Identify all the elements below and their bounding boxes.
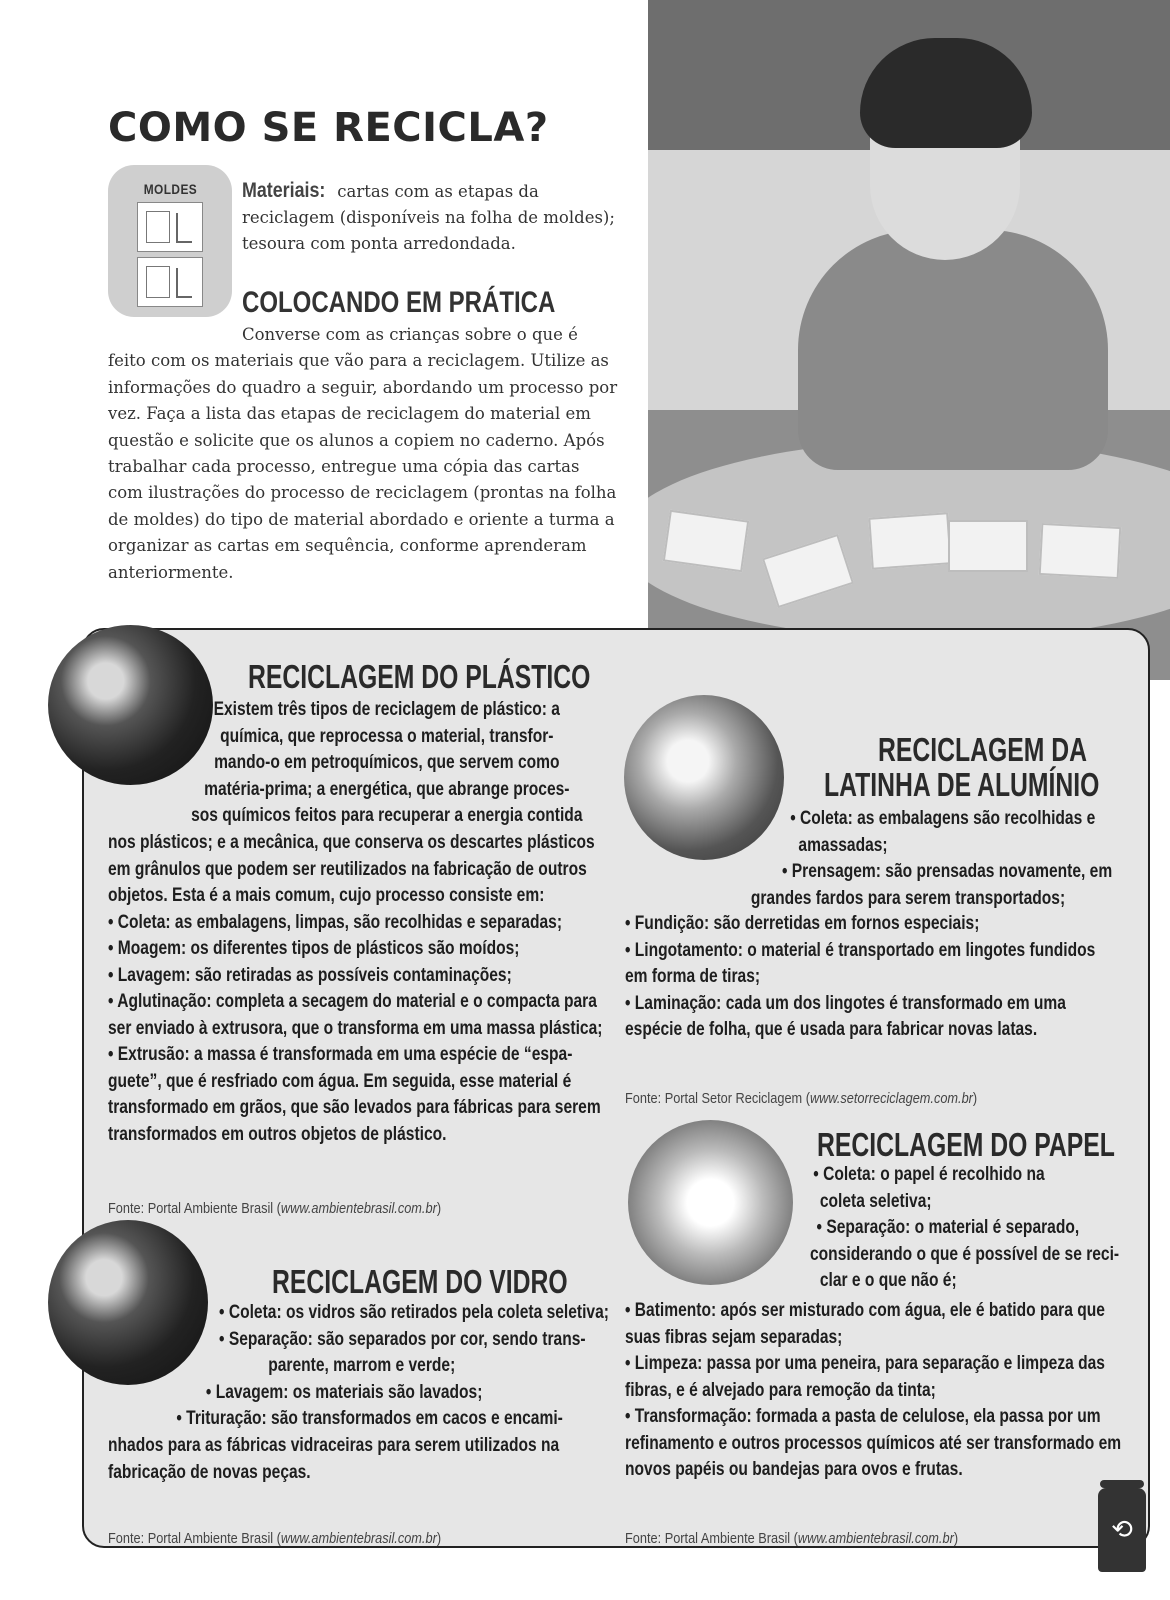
plastic-source: Fonte: Portal Ambiente Brasil (www.ambientebrasil.com.br) <box>108 1200 442 1217</box>
practice-heading: COLOCANDO EM PRÁTICA <box>242 286 556 319</box>
materials-label: Materiais: <box>242 179 326 202</box>
page-title: COMO SE RECICLA? <box>108 105 549 151</box>
child-photo <box>648 0 1170 680</box>
plastic-title: RECICLAGEM DO PLÁSTICO <box>248 658 591 695</box>
moldes-label: MOLDES <box>143 181 197 197</box>
paper-steps-top: • Coleta: o papel é recolhido na coleta seletiva; • Separação: o material é separado, considerando o que é possível de se reci- clar e o que não é; <box>810 1164 1120 1291</box>
moldes-card-illustration <box>137 202 203 252</box>
paper-steps: • Batimento: após ser misturado com água, ele é batido para que suas fibras sejam separadas; • Limpeza: passa por uma peneira, para separação e limpeza das fibras, e é alvejado para remoção da tinta; • Transformação: formada a pasta de celulose, ela passa por um refinamento e outros processos químicos até ser transformado em novos papéis ou bandejas para ovos e frutas. <box>625 1300 1122 1480</box>
recycle-glyph-icon: ⟲ <box>1111 1515 1133 1545</box>
materials-text: cartas com as etapas da reciclagem (disponíveis na folha de moldes); tesoura com ponta arredondada. <box>242 182 615 253</box>
materials-paragraph <box>242 178 622 257</box>
moldes-card-illustration <box>137 257 203 307</box>
moldes-badge <box>108 165 232 317</box>
recycle-bin-icon <box>1098 1488 1146 1572</box>
aluminum-steps-top: • Coleta: as embalagens são recolhidas e amassadas; • Prensagem: são prensadas novamente, em grandes fardos para serem transportados; <box>750 808 1113 909</box>
paper-image <box>628 1120 793 1285</box>
plastic-source-link[interactable]: www.ambientebrasil.com.br <box>280 1200 437 1217</box>
paper-source-link[interactable]: www.ambientebrasil.com.br <box>797 1530 954 1547</box>
aluminum-source-link[interactable]: www.setorreciclagem.com.br <box>809 1090 973 1107</box>
aluminum-title-line2: LATINHA DE ALUMÍNIO <box>824 766 1100 803</box>
glass-steps-top: • Coleta: os vidros são retirados pela coleta seletiva; • Separação: são separados por cor, sendo trans- parente, marrom e verde; • Lavagem: os materiais são lavados; • Trituração: são transformados em cacos e encami- <box>176 1302 609 1429</box>
glass-source-link[interactable]: www.ambientebrasil.com.br <box>280 1530 437 1547</box>
aluminum-steps: • Fundição: são derretidas em fornos especiais; • Lingotamento: o material é transportado em lingotes fundidos em forma de tiras; • Laminação: cada um dos lingotes é transformado em uma espécie de folha, que é usada para fabricar novas latas. <box>625 913 1096 1040</box>
plastic-steps: nos plásticos; e a mecânica, que conserva os descartes plásticos em grânulos que podem ser reutilizados na fabricação de outros objetos. Esta é a mais comum, cujo processo consiste em: • Coleta: as embalagens, limpas, são recolhidas e separadas; • Moagem: os diferentes tipos de plásticos são moídos; • Lavagem: são retiradas as possíveis contaminações; • Aglutinação: completa a secagem do material e o compacta para ser enviado à extrusora, que o transforma em uma massa plástica; • Extrusão: a massa é transformada em uma espécie de “espa- guete”, que é resfriado com água. Em seguida, esse material é transformado em grãos, que são levados para fábricas para serem transformados em outros objetos de plástico. <box>108 832 603 1145</box>
aluminum-source: Fonte: Portal Setor Reciclagem (www.setorreciclagem.com.br) <box>625 1090 978 1107</box>
practice-text: Converse com as crianças sobre o que é feito com os materiais que vão para a reciclagem. Utilize as informações do quadro a seguir, abordando um processo por vez. Faça a lista das etapas de reciclagem do material em questão e solicite que os alunos a copiem no caderno. Após trabalhar cada processo, entregue uma cópia das cartas com ilustrações do processo de reciclagem (prontas na folha de moldes) do tipo de material abordado e oriente a turma a organizar as cartas em sequência, conforme aprenderam anteriormente. <box>108 325 618 582</box>
paper-source: Fonte: Portal Ambiente Brasil (www.ambientebrasil.com.br) <box>625 1530 959 1547</box>
glass-title: RECICLAGEM DO VIDRO <box>272 1263 568 1300</box>
glass-source: Fonte: Portal Ambiente Brasil (www.ambientebrasil.com.br) <box>108 1530 442 1547</box>
glass-steps: nhados para as fábricas vidraceiras para serem utilizados na fabricação de novas peças. <box>108 1435 560 1483</box>
aluminum-title-line1: RECICLAGEM DA <box>878 731 1088 768</box>
plastic-image <box>48 625 213 785</box>
plastic-intro: Existem três tipos de reciclagem de plástico: a química, que reprocessa o material, transfor- mando-o em petroquímicos, que servem como matéria-prima; a energética, que abrange proces- sos químicos feitos para recuperar a energia contida <box>191 699 583 826</box>
paper-title: RECICLAGEM DO PAPEL <box>817 1126 1115 1163</box>
